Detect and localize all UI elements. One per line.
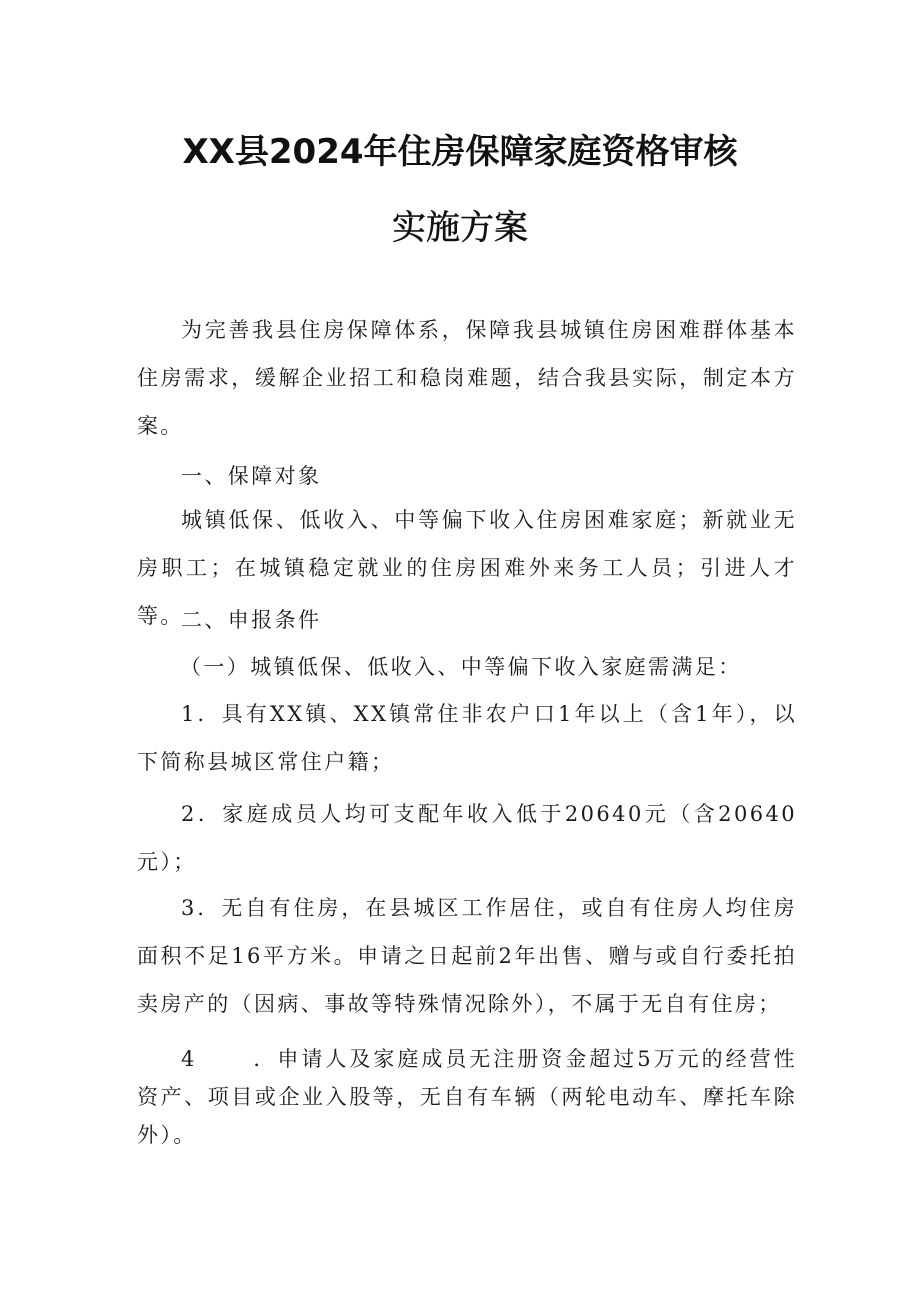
document-title: XX县2024年住房保障家庭资格审核 xyxy=(182,132,738,172)
intro-paragraph: 为完善我县住房保障体系，保障我县城镇住房困难群体基本住房需求，缓解企业招工和稳岗难题，结合我县实际，制定本方案。 xyxy=(137,318,797,438)
document-subtitle: 实施方案 xyxy=(392,208,528,248)
condition-item-3: 3．无自有住房，在县城区工作居住，或自有住房人均住房面积不足16平方米。申请之日起前2年出售、赠与或自行委托拍卖房产的（因病、事故等特殊情况除外），不属于无自有住房； xyxy=(137,896,797,1016)
condition-item-1: 1．具有XX镇、XX镇常住非农户口1年以上（含1年），以下简称县城区常住户籍； xyxy=(137,702,797,774)
condition-item-4 xyxy=(137,1040,797,1154)
item-4-text: ．申请人及家庭成员无注册资金超过5万元的经营性资产、项目或企业入股等，无自有车辆（两轮电动车、摩托车除外）。 xyxy=(137,1047,797,1147)
section-heading-conditions: 二、申报条件 xyxy=(181,608,322,632)
subsection-heading-1: （一）城镇低保、低收入、中等偏下收入家庭需满足： xyxy=(180,655,742,679)
item-4-number: 4 xyxy=(181,1047,197,1071)
section-heading-targets: 一、保障对象 xyxy=(181,464,322,488)
condition-item-2: 2．家庭成员人均可支配年收入低于20640元（含20640元）； xyxy=(137,802,797,874)
targets-paragraph: 城镇低保、低收入、中等偏下收入住房困难家庭；新就业无房职工；在城镇稳定就业的住房困难外来务工人员；引进人才等。 xyxy=(137,508,797,628)
